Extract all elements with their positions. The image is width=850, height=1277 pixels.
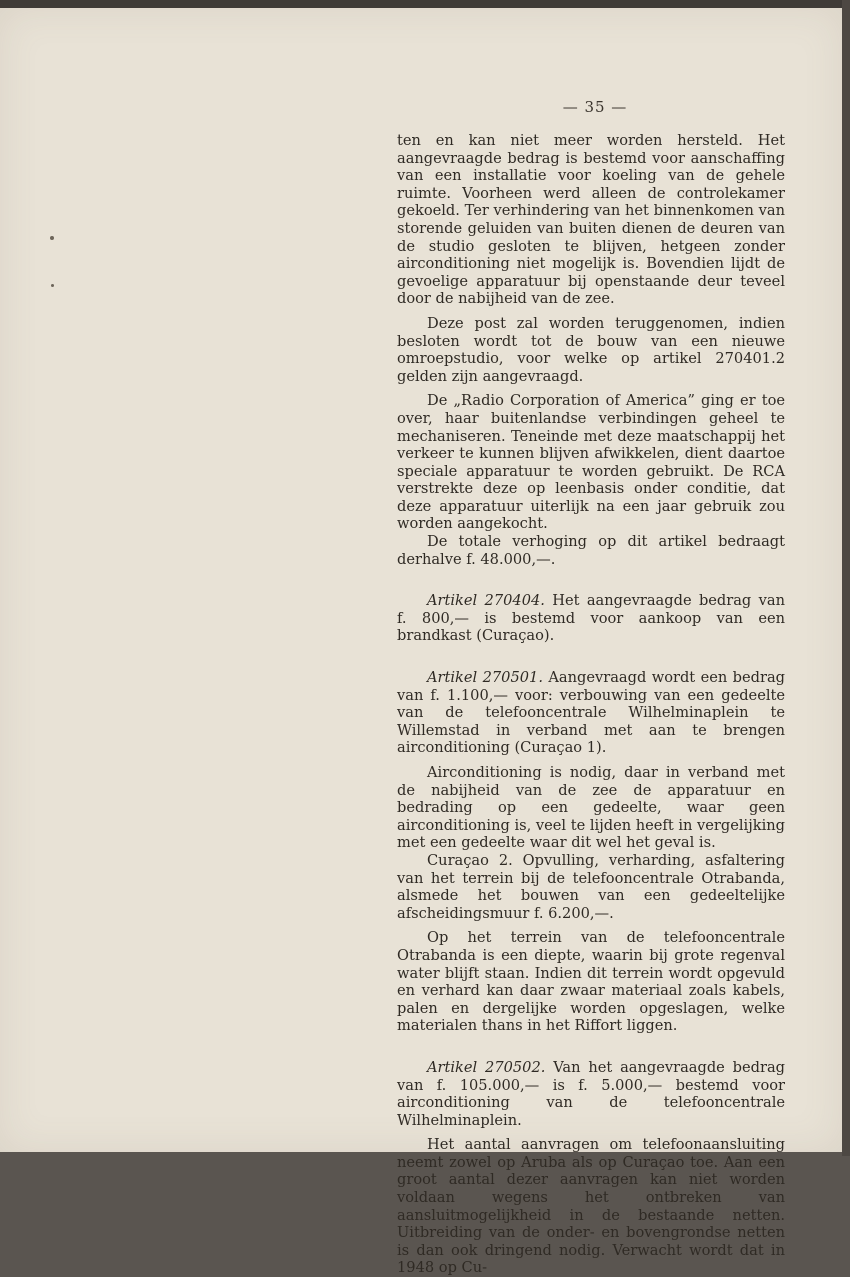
article-text: Van het aangevraagde bedrag van f. 105.000,— is f. 5.000,— bestemd voor airconditioning van de telefooncentrale Wilhelminaplein.	[397, 1058, 785, 1129]
body-text	[397, 132, 785, 1277]
margin-speck	[50, 236, 54, 240]
article-paragraph	[397, 669, 785, 757]
document-page	[0, 8, 842, 1277]
article-title: Artikel 270502.	[427, 1058, 546, 1076]
paragraph: Op het terrein van de telefooncentrale Otrabanda is een diepte, waarin bij grote regenval water blijft staan. Indien dit terrein wordt opgevuld en verhard kan daar zwaar materiaal zoals kabels, palen en dergelijke worden opgeslagen, welke materialen thans in het Riffort liggen.	[397, 929, 785, 1035]
paragraph: De totale verhoging op dit artikel bedraagt derhalve f. 48.000,—.	[397, 533, 785, 568]
paragraph: De „Radio Corporation of America” ging er toe over, haar buitenlandse verbindingen geheel te mechaniseren. Teneinde met deze maatschappij het verkeer te kunnen blijven afwikkelen, dient daartoe speciale apparatuur te worden gebruikt. De RCA verstrekte deze op leenbasis onder conditie, dat deze apparatuur uiterlijk na een jaar gebruik zou worden aangekocht.	[397, 392, 785, 533]
article-title: Artikel 270501.	[427, 669, 543, 687]
article-paragraph	[397, 1059, 785, 1129]
article-paragraph	[397, 592, 785, 645]
paragraph: Deze post zal worden teruggenomen, indien besloten wordt tot de bouw van een nieuwe omroepstudio, voor welke op artikel 270401.2 gelden zijn aangevraagd.	[397, 314, 785, 385]
scan-right-edge	[842, 0, 850, 1156]
article-text: Aangevraagd wordt een bedrag van f. 1.100,— voor: verbouwing van een gedeelte van de telefooncentrale Wilhelminaplein te Willemstad in verband met aan te brengen airconditioning (Curaçao 1).	[397, 669, 786, 757]
paragraph: Airconditioning is nodig, daar in verband met de nabijheid van de zee de apparatuur en bedrading op een gedeelte, waar geen airconditioning is, veel te lijden heeft in vergelijking met een gedeelte waar dit wel het geval is.	[397, 764, 785, 852]
margin-speck	[51, 284, 54, 287]
paragraph: Het aantal aanvragen om telefoonaansluiting neemt zowel op Aruba als op Curaçao toe. Aan een groot aantal dezer aanvragen kan niet worden voldaan wegens het ontbreken van aansluitmogelijkheid in de bestaande netten. Uitbreiding van de onder- en bovengrondse netten is dan ook dringend nodig. Verwacht wordt dat in 1948 op Cu-	[397, 1136, 785, 1277]
scan-top-edge	[0, 0, 850, 8]
paragraph: Curaçao 2. Opvulling, verharding, asfaltering van het terrein bij de telefooncentrale Otrabanda, alsmede het bouwen van een gedeeltelijke afscheidingsmuur f. 6.200,—.	[397, 851, 785, 922]
article-title: Artikel 270404.	[427, 592, 545, 610]
article-text: Het aangevraagde bedrag van f. 800,— is bestemd voor aankoop van een brandkast (Curaçao).	[397, 592, 785, 645]
page-number: — 35 —	[562, 98, 628, 116]
paragraph: ten en kan niet meer worden hersteld. Het aangevraagde bedrag is bestemd voor aanschaffing van een installatie voor koeling van de gehele ruimte. Voorheen werd alleen de controlekamer gekoeld. Ter verhindering van het binnenkomen van storende geluiden van buiten dienen de deuren van de studio gesloten te blijven, hetgeen zonder airconditioning niet mogelijk is. Bovendien lijdt de gevoelige apparatuur bij openstaande deur teveel door de nabijheid van de zee.	[397, 132, 785, 308]
